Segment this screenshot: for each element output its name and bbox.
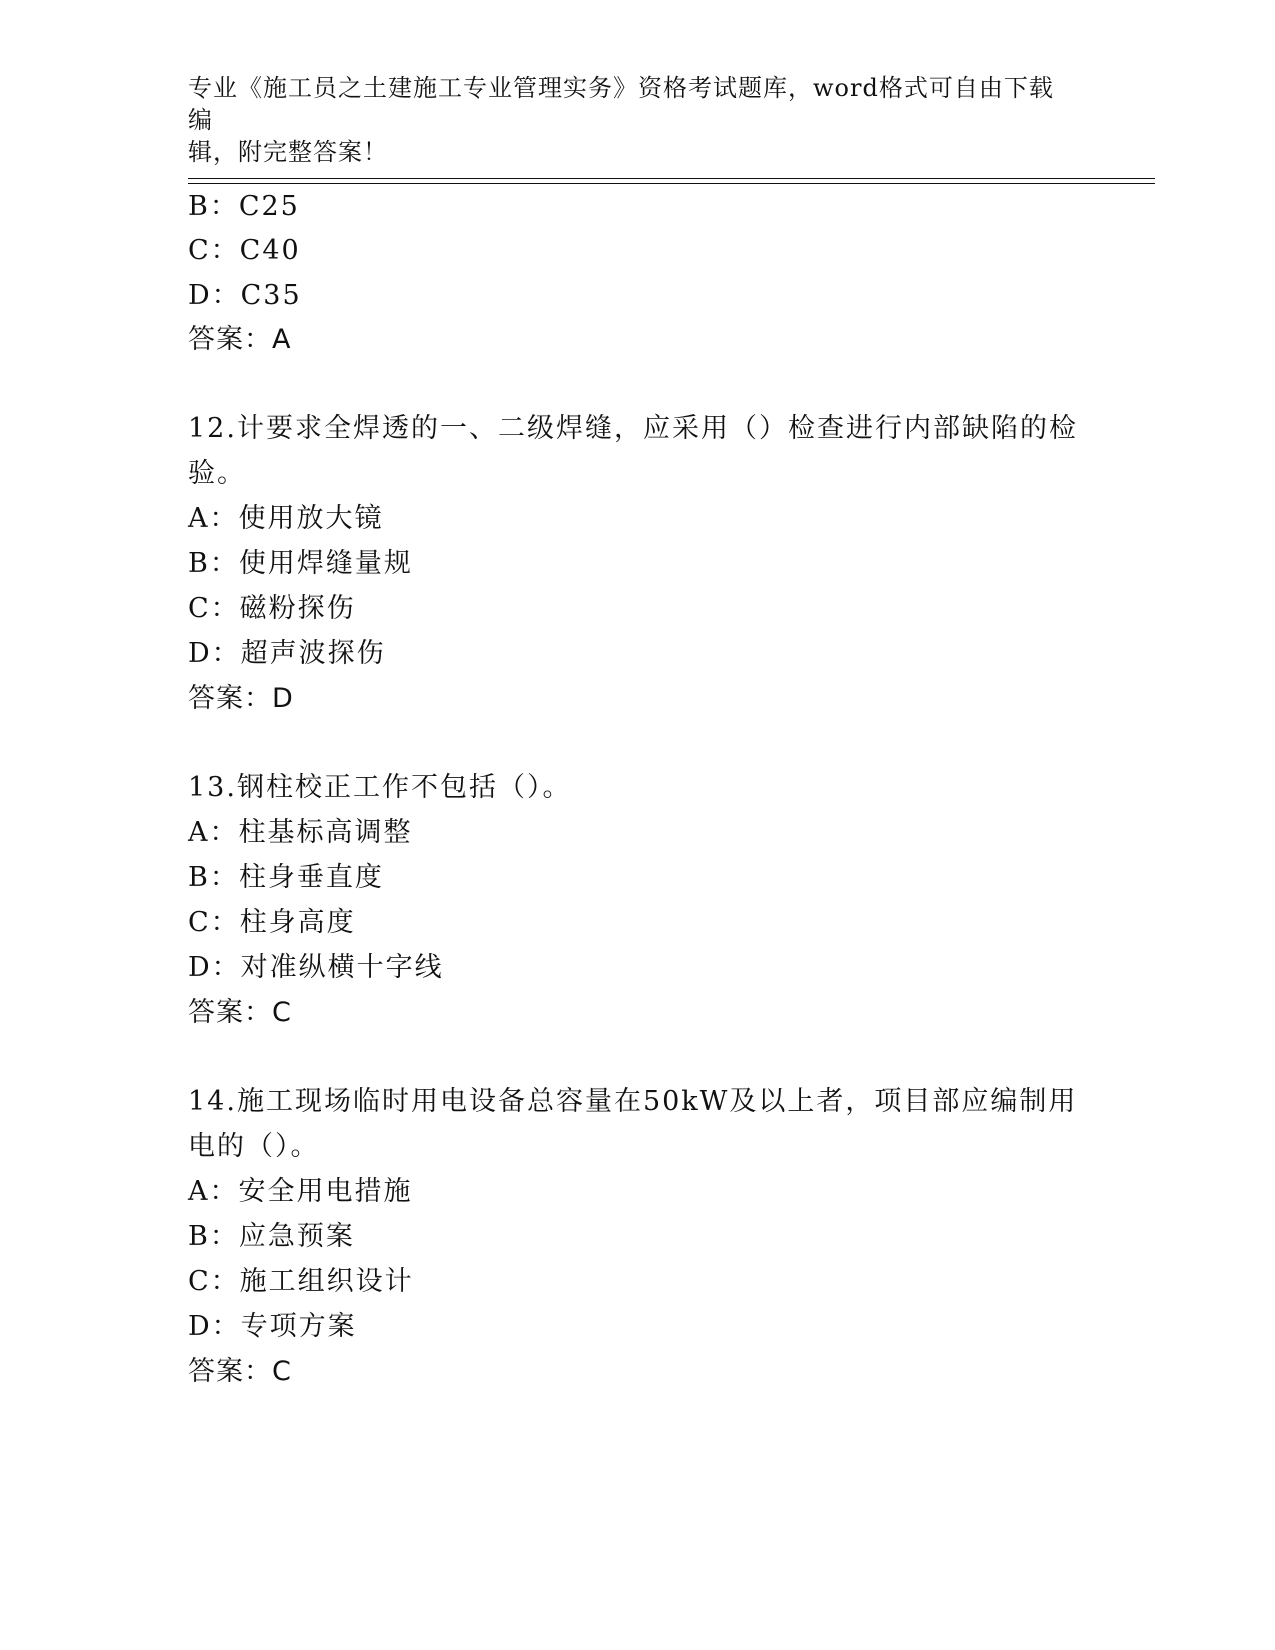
q12-stem-line-2: 验。: [188, 458, 246, 489]
q14-answer: 答案：C: [188, 1356, 292, 1387]
q11-option-d: D：C35: [188, 280, 302, 311]
q11-option-b: B：C25: [188, 191, 300, 222]
header-divider-bottom: [188, 183, 1155, 184]
q12-option-a: A：使用放大镜: [188, 503, 384, 534]
q13-stem-line-1: 13.钢柱校正工作不包括（）。: [188, 772, 572, 803]
document-header: [188, 72, 1068, 168]
header-line-1: 专业《施工员之土建施工专业管理实务》资格考试题库，word格式可自由下载编: [188, 74, 1054, 134]
header-divider-top: [188, 178, 1155, 179]
q12-option-b: B：使用焊缝量规: [188, 548, 413, 579]
q14-option-a: A：安全用电措施: [188, 1176, 413, 1207]
q14-option-b: B：应急预案: [188, 1221, 355, 1252]
q13-option-b: B：柱身垂直度: [188, 862, 384, 893]
q12-option-c: C：磁粉探伤: [188, 593, 356, 624]
q13-option-a: A：柱基标高调整: [188, 817, 413, 848]
q14-option-d: D：专项方案: [188, 1311, 357, 1342]
q14-option-c: C：施工组织设计: [188, 1266, 414, 1297]
q11-answer: 答案：A: [188, 324, 292, 355]
q14-stem-line-2: 电的（）。: [188, 1131, 320, 1162]
q11-option-c: C：C40: [188, 235, 301, 266]
q13-option-d: D：对准纵横十字线: [188, 952, 444, 983]
q12-stem-line-1: 12.计要求全焊透的一、二级焊缝，应采用（）检查进行内部缺陷的检: [188, 413, 1078, 444]
q13-answer: 答案：C: [188, 997, 292, 1028]
header-line-2: 辑，附完整答案！: [188, 138, 388, 166]
q14-stem-line-1: 14.施工现场临时用电设备总容量在50kW及以上者，项目部应编制用: [188, 1086, 1078, 1117]
q12-answer: 答案：D: [188, 683, 294, 714]
q13-option-c: C：柱身高度: [188, 907, 356, 938]
q12-option-d: D：超声波探伤: [188, 638, 386, 669]
